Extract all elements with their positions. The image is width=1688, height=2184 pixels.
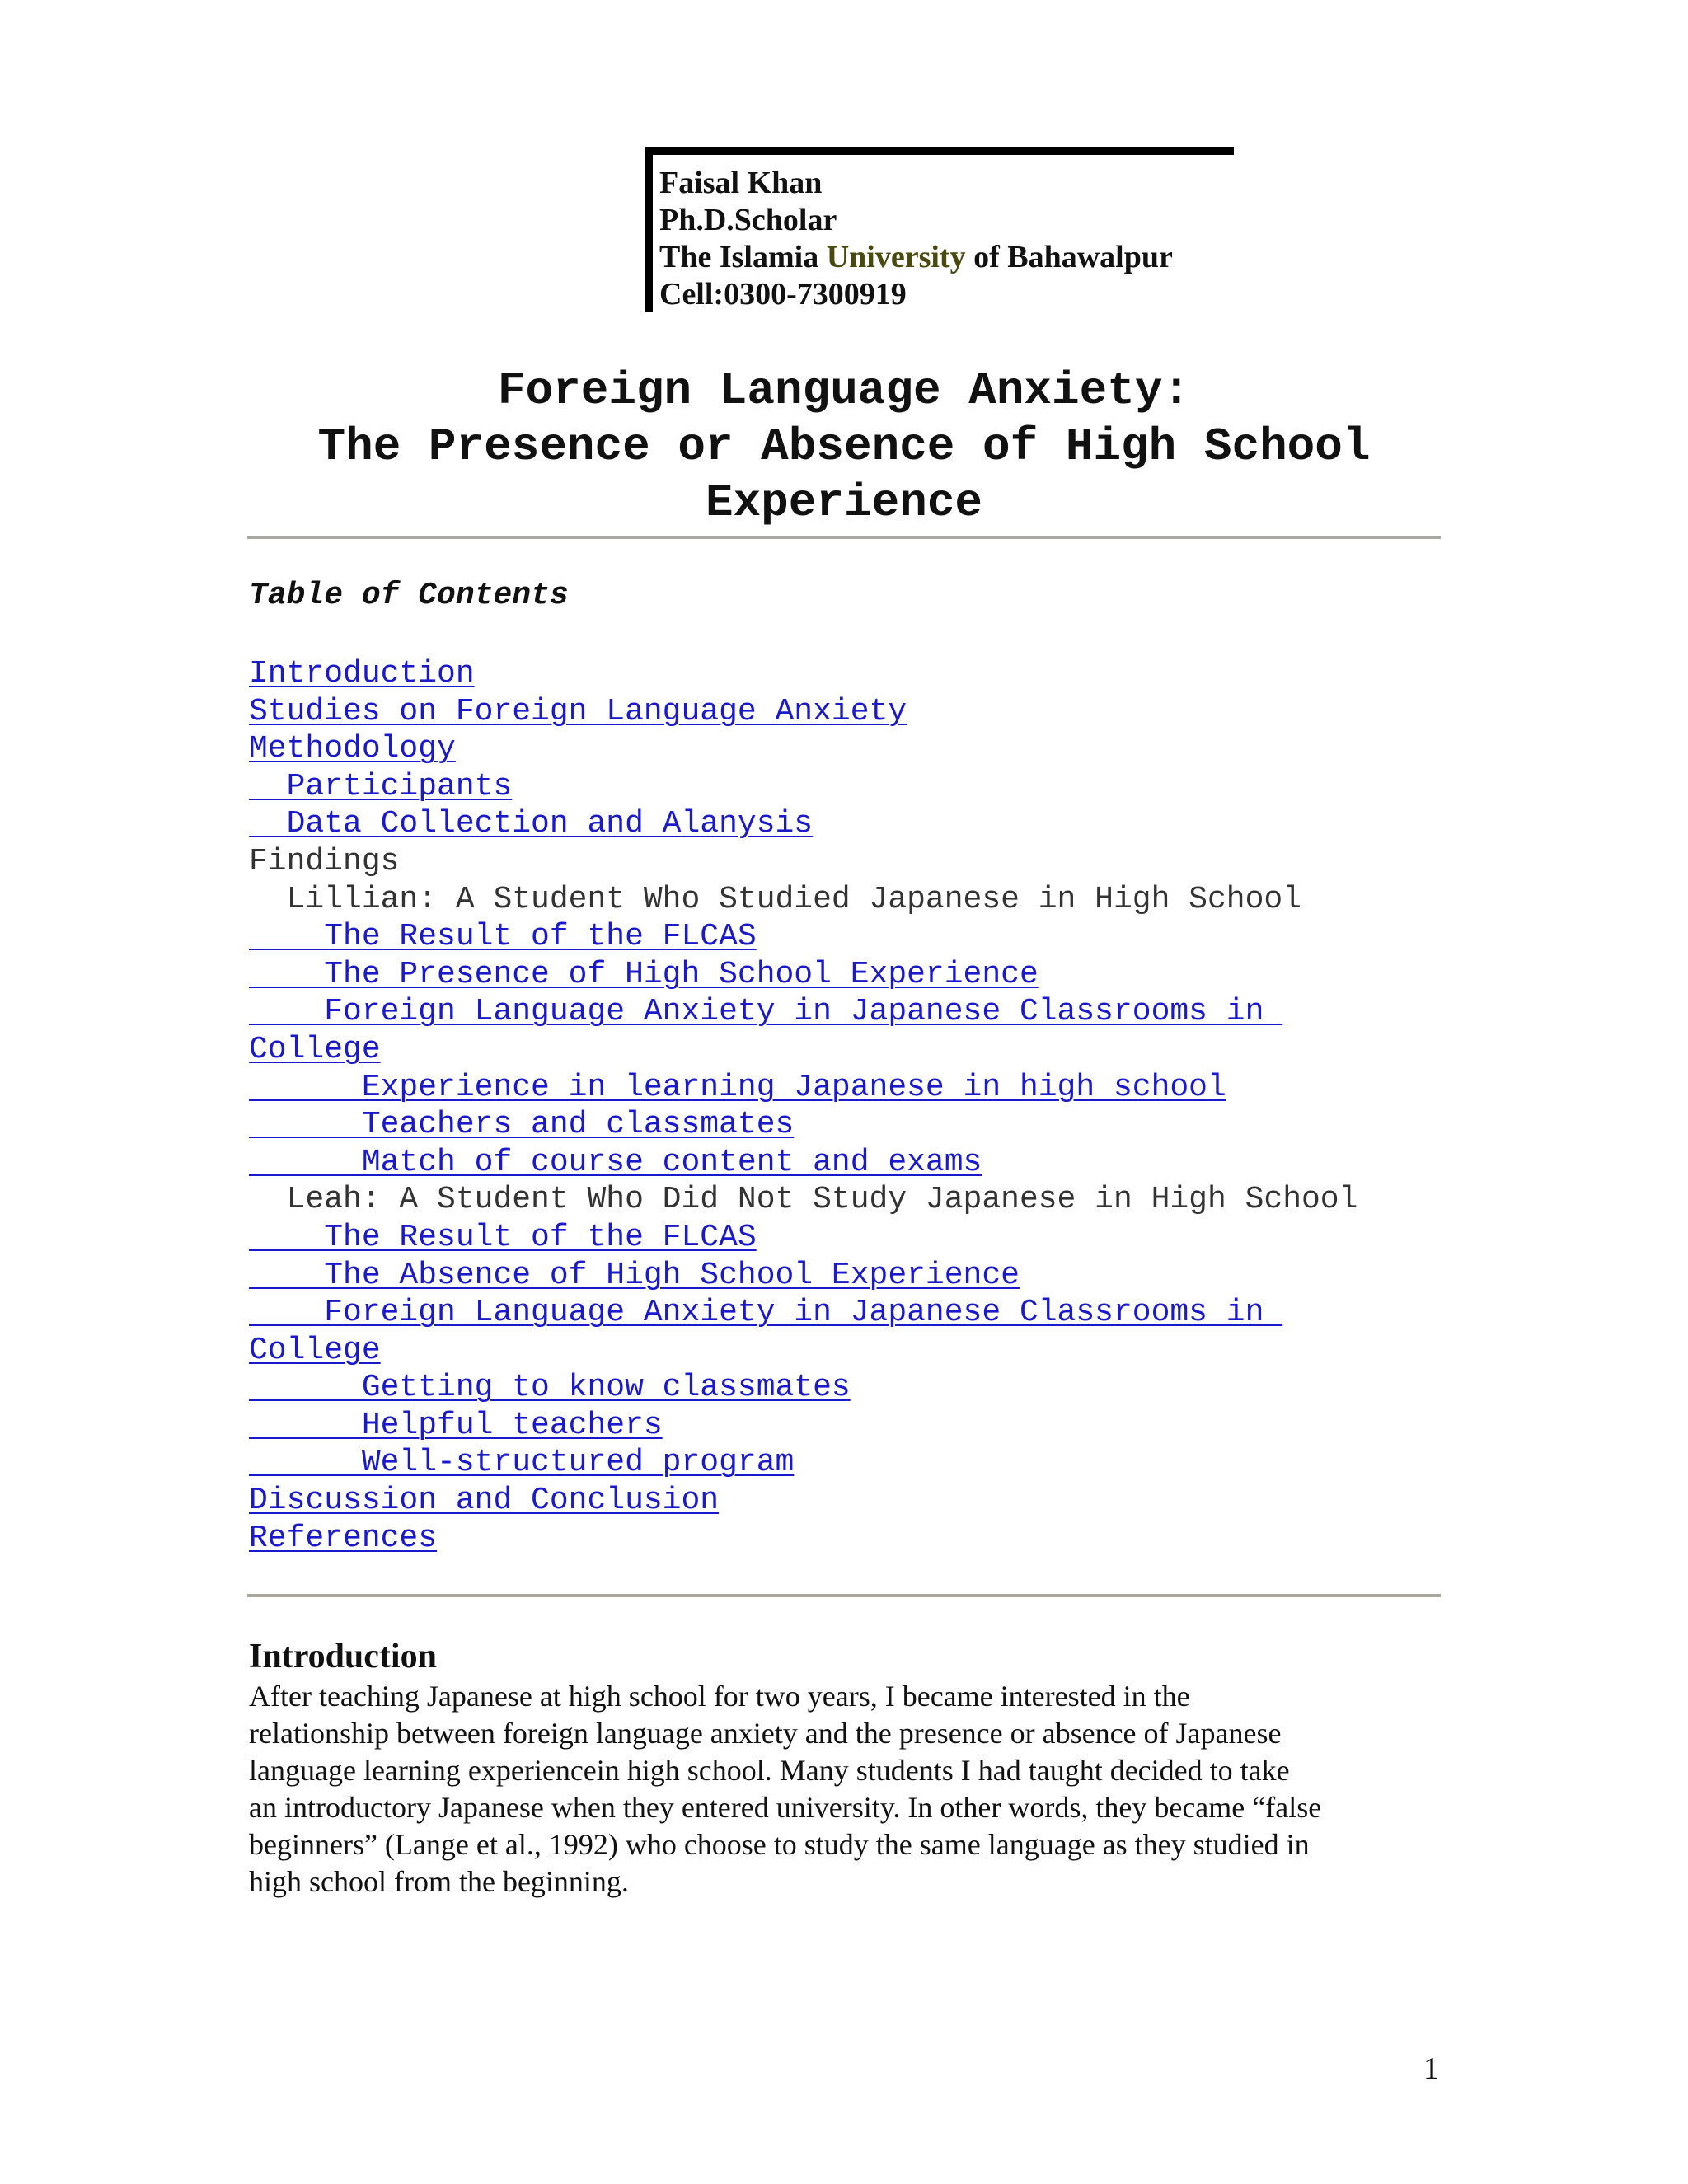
- author-position: Ph.D.Scholar: [659, 203, 837, 237]
- toc-link[interactable]: Match of course content and exams: [249, 1144, 982, 1180]
- introduction-line: an introductory Japanese when they entered university. In other words, they became “false: [249, 1791, 1322, 1824]
- divider-bottom: [247, 1594, 1441, 1597]
- toc-link[interactable]: Helpful teachers: [249, 1407, 663, 1443]
- author-institution: [659, 239, 1234, 276]
- toc-link[interactable]: College: [249, 1332, 381, 1368]
- author-info-box: [645, 147, 1234, 312]
- toc-link[interactable]: Getting to know classmates: [249, 1370, 851, 1406]
- toc-link[interactable]: College: [249, 1031, 381, 1067]
- title-line-2: The Presence or Absence of High School: [317, 420, 1371, 473]
- toc-link[interactable]: Well-structured program: [249, 1445, 795, 1481]
- toc-link[interactable]: The Presence of High School Experience: [249, 956, 1039, 992]
- title-line-1: Foreign Language Anxiety:: [497, 364, 1191, 417]
- toc-section-label: Findings: [249, 843, 400, 879]
- title-line-3: Experience: [705, 476, 983, 529]
- divider-top: [247, 536, 1441, 539]
- institution-prefix: The Islamia: [659, 240, 827, 274]
- author-cell: Cell:0300-7300919: [659, 277, 907, 312]
- institution-suffix: of Bahawalpur: [965, 240, 1173, 274]
- toc-link[interactable]: Introduction: [249, 656, 475, 691]
- introduction-line: language learning experiencein high school. Many students I had taught decided to take: [249, 1754, 1290, 1787]
- page-number: 1: [1423, 2051, 1439, 2086]
- institution-highlight: University: [826, 240, 966, 274]
- toc-link[interactable]: The Result of the FLCAS: [249, 1219, 757, 1255]
- toc-link[interactable]: Data Collection and Alanysis: [249, 806, 814, 842]
- toc-link[interactable]: Foreign Language Anxiety in Japanese Classrooms in: [249, 994, 1283, 1030]
- toc-link[interactable]: Studies on Foreign Language Anxiety: [249, 693, 907, 729]
- toc-link[interactable]: Discussion and Conclusion: [249, 1483, 720, 1519]
- toc-heading: Table of Contents: [249, 578, 569, 613]
- author-name: Faisal Khan: [659, 166, 823, 200]
- introduction-line: beginners” (Lange et al., 1992) who choose to study the same language as they studied in: [249, 1828, 1310, 1861]
- toc-link[interactable]: Methodology: [249, 731, 456, 767]
- toc-link[interactable]: Participants: [249, 768, 513, 804]
- introduction-line: high school from the beginning.: [249, 1865, 629, 1898]
- introduction-line: relationship between foreign language anxiety and the presence or absence of Japanese: [249, 1717, 1282, 1750]
- introduction-heading: Introduction: [249, 1638, 437, 1675]
- toc-link[interactable]: Foreign Language Anxiety in Japanese Classrooms in: [249, 1295, 1283, 1331]
- toc-link[interactable]: Experience in learning Japanese in high school: [249, 1069, 1226, 1105]
- toc-link[interactable]: Teachers and classmates: [249, 1107, 795, 1143]
- toc-section-label: Lillian: A Student Who Studied Japanese in High School: [249, 881, 1302, 917]
- introduction-body: [249, 1678, 1444, 1900]
- table-of-contents: [249, 655, 1469, 1557]
- introduction-line: After teaching Japanese at high school for two years, I became interested in the: [249, 1680, 1190, 1713]
- toc-link[interactable]: References: [249, 1520, 438, 1556]
- toc-link[interactable]: The Absence of High School Experience: [249, 1257, 1020, 1293]
- toc-link[interactable]: The Result of the FLCAS: [249, 919, 757, 955]
- toc-section-label: Leah: A Student Who Did Not Study Japanese in High School: [249, 1182, 1358, 1218]
- document-title: [247, 363, 1441, 531]
